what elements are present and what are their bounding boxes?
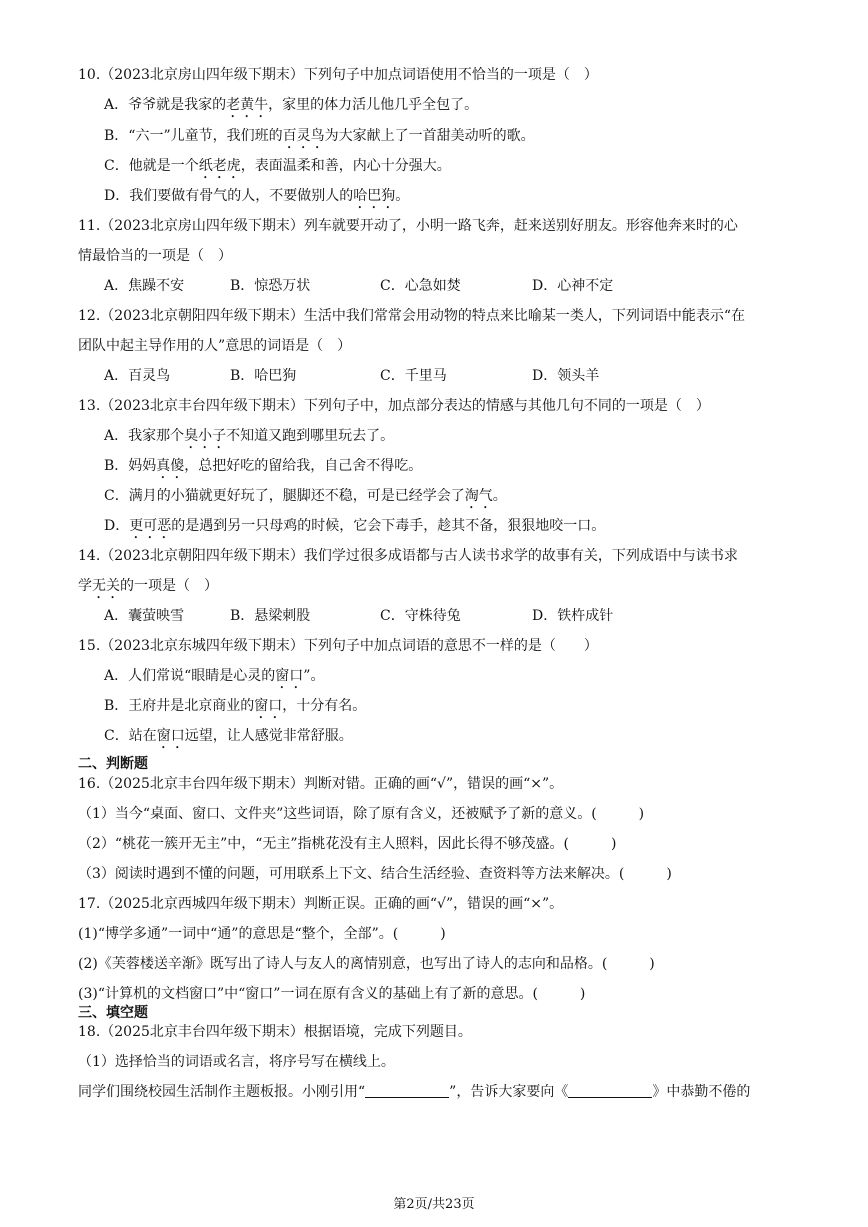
q10-option-a: A．爷爷就是我家的老黄牛，家里的体力活儿他几乎全包了。	[104, 97, 479, 113]
page-number-footer: 第2页/共23页	[393, 1197, 475, 1212]
dotted-word: 更可恶	[129, 518, 172, 534]
q12-stem-line1: 12.（2023北京朝阳四年级下期末）生活中我们常常会用动物的特点来比喻某一类人，下列词语中能表示“在	[78, 308, 746, 324]
q14-option-a: A．囊萤映雪	[104, 608, 185, 624]
q13-option-d: D．更可恶的是遇到另一只母鸡的时候，它会下毒手，趁其不备，狠狠地咬一口。	[104, 518, 606, 534]
q10-option-d: D．我们要做有骨气的人，不要做别人的哈巴狗。	[104, 188, 410, 204]
section-heading-fill-blank: 三、填空题	[78, 1005, 148, 1021]
answer-blank-2[interactable]	[568, 1083, 652, 1098]
q17-item-2: (2)《芙蓉楼送辛渐》既写出了诗人与友人的离情别意，也写出了诗人的志向和品格。( )	[78, 956, 655, 972]
q13-stem: 13.（2023北京丰台四年级下期末）下列句子中，加点部分表达的情感与其他几句不同的一项是（ ）	[78, 398, 710, 414]
q13-option-b: B．妈妈真傻，总把好吃的留给我，自己舍不得吃。	[104, 458, 423, 474]
q12-option-d: D．领头羊	[532, 368, 600, 384]
q11-stem-line2: 情最恰当的一项是（ ）	[78, 248, 232, 264]
dotted-word: 淘气	[464, 488, 493, 504]
q12-option-c: C．千里马	[380, 368, 447, 384]
q14-option-b: B．悬梁刺股	[230, 608, 311, 624]
q11-option-a: A．焦躁不安	[104, 278, 185, 294]
q15-option-a: A．人们常说“眼睛是心灵的窗口”。	[104, 668, 325, 684]
q11-stem-line1: 11.（2023北京房山四年级下期末）列车就要开动了，小明一路飞奔，赶来送别好朋友。形容他奔来时的心	[78, 218, 738, 234]
dotted-word: 百灵鸟	[282, 128, 325, 144]
q16-item-2: （2）“桃花一簇开无主”中，“无主”指桃花没有主人照料，因此长得不够茂盛。( )	[78, 836, 617, 852]
q12-stem-line2: 团队中起主导作用的人”意思的词语是（ ）	[78, 338, 352, 354]
q14-option-d: D．铁杵成针	[532, 608, 614, 624]
q16-stem: 16.（2025北京丰台四年级下期末）判断对错。正确的画“√”，错误的画“×”。	[78, 776, 564, 792]
dotted-word: 窗口	[254, 698, 283, 714]
q13-option-c: C．满月的小猫就更好玩了，腿脚还不稳，可是已经学会了淘气。	[104, 488, 507, 504]
dotted-word: 窗口	[275, 668, 304, 684]
dotted-word: 窗口	[156, 728, 185, 744]
q16-item-1: （1）当今“桌面、窗口、文件夹”这些词语，除了原有含义，还被赋予了新的意义。( )	[78, 806, 645, 822]
dotted-word: 哈巴狗	[353, 188, 396, 204]
q17-item-3: (3)“计算机的文档窗口”中“窗口”一词在原有含义的基础上有了新的意思。( )	[78, 986, 586, 1002]
q15-stem: 15.（2023北京东城四年级下期末）下列句子中加点词语的意思不一样的是（ ）	[78, 638, 598, 654]
q14-stem-line1: 14.（2023北京朝阳四年级下期末）我们学过很多成语都与古人读书求学的故事有关，下列成语中与读书求	[78, 548, 738, 564]
q18-stem: 18.（2025北京丰台四年级下期末）根据语境，完成下列题目。	[78, 1024, 472, 1040]
q10-stem: 10.（2023北京房山四年级下期末）下列句子中加点词语使用不恰当的一项是（ ）	[78, 67, 598, 83]
q18-sub1: （1）选择恰当的词语或名言，将序号写在横线上。	[78, 1054, 395, 1070]
q16-item-3: （3）阅读时遇到不懂的问题，可用联系上下文、结合生活经验、查资料等方法来解决。( )	[78, 866, 672, 882]
q11-option-d: D．心神不定	[532, 278, 614, 294]
q14-option-c: C．守株待兔	[380, 608, 461, 624]
dotted-word: 真傻	[156, 458, 185, 474]
answer-blank-1[interactable]	[365, 1083, 449, 1098]
dotted-word: 纸老虎	[198, 158, 241, 174]
q18-passage-line: 同学们围绕校园生活制作主题板报。小刚引用“ ”，告诉大家要向《 》中恭勤不倦的	[78, 1084, 751, 1100]
q12-option-a: A．百灵鸟	[104, 368, 171, 384]
dotted-word: 臭小子	[184, 428, 227, 444]
q10-option-c: C．他就是一个纸老虎，表面温柔和善，内心十分强大。	[104, 158, 451, 174]
dotted-word: 老黄牛	[226, 97, 269, 113]
section-heading-judgement: 二、判断题	[78, 756, 148, 772]
q15-option-b: B．王府井是北京商业的窗口，十分有名。	[104, 698, 367, 714]
q15-option-c: C．站在窗口远望，让人感觉非常舒服。	[104, 728, 353, 744]
q17-item-1: (1)“博学多通”一词中“通”的意思是“整个，全部”。( )	[78, 926, 446, 942]
q13-option-a: A．我家那个臭小子不知道又跑到哪里玩去了。	[104, 428, 395, 444]
q11-option-b: B．惊恐万状	[230, 278, 311, 294]
q12-option-b: B．哈巴狗	[230, 368, 297, 384]
q17-stem: 17.（2025北京西城四年级下期末）判断正误。正确的画“√”，错误的画“×”。	[78, 896, 564, 912]
q11-option-c: C．心急如焚	[380, 278, 461, 294]
q14-stem-line2: 学无关的一项是（ ）	[78, 578, 218, 594]
q10-option-b: B．“六一”儿童节，我们班的百灵鸟为大家献上了一首甜美动听的歌。	[104, 128, 535, 144]
dotted-word: 无关	[92, 578, 120, 594]
